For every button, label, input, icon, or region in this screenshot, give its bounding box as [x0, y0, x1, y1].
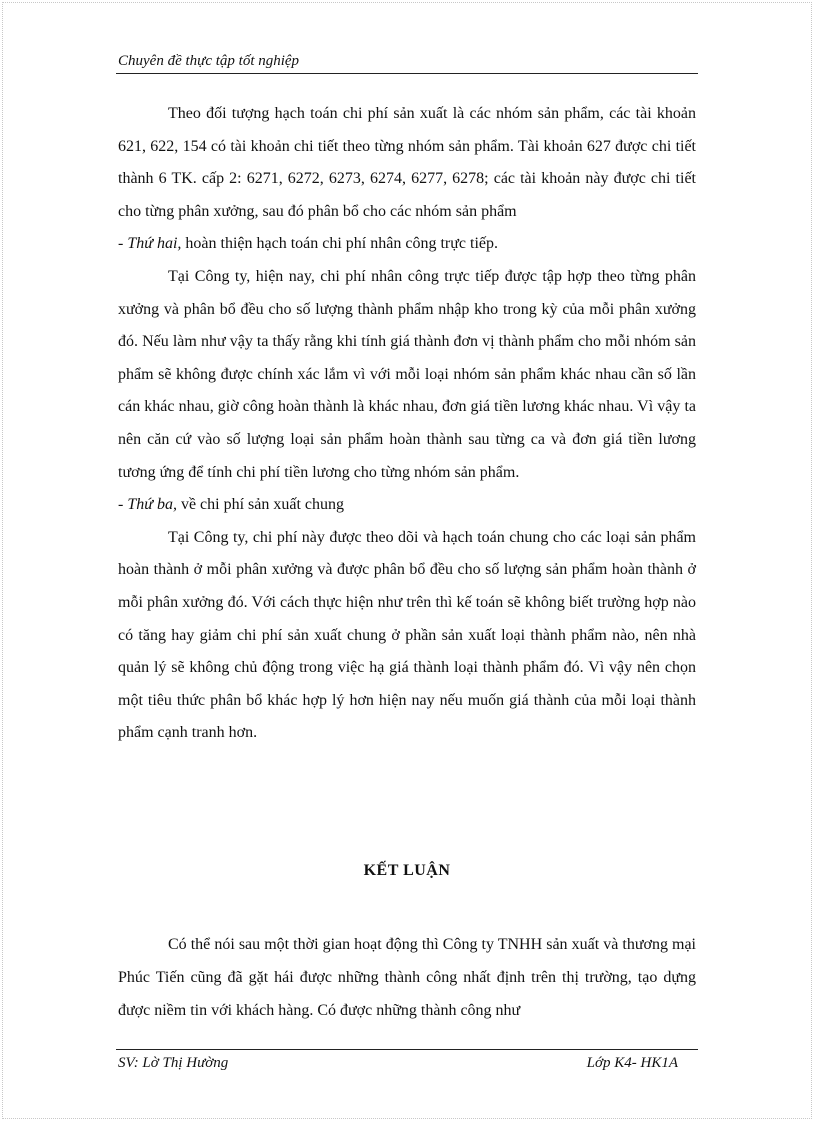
- paragraph-direct-labor: Tại Công ty, hiện nay, chi phí nhân công trực tiếp được tập hợp theo từng phân xưởng và phân bổ đều cho số lượng thành phẩm nhập kho trong kỳ của mỗi phân xưởng đó. Nếu làm như vậy ta thấy rằng khi tính giá thành đơn vị thành phẩm cho mỗi nhóm sản phẩm sẽ không được chính xác lắm vì với mỗi loại nhóm sản phẩm khác nhau cần số lần cán khác nhau, giờ công hoàn thành là khác nhau, đơn giá tiền lương khác nhau. Vì vậy ta nên căn cứ vào số lượng loại sản phẩm hoàn thành sau từng ca và đơn giá tiền lương tương ứng để tính chi phí tiền lương cho từng nhóm sản phẩm.: [118, 267, 696, 481]
- paragraph-cost-objects: Theo đối tượng hạch toán chi phí sản xuất là các nhóm sản phẩm, các tài khoản 621, 622, 154 có tài khoản chi tiết theo từng nhóm sản phẩm. Tài khoản 627 được chi tiết thành 6 TK. cấp 2: 6271, 6272, 6273, 6274, 6277, 6278; các tài khoản này được chi tiết cho từng phân xưởng, sau đó phân bổ cho các nhóm sản phẩm: [118, 105, 696, 220]
- page-header: Chuyên đề thực tập tốt nghiệp: [118, 53, 300, 69]
- footer-class: Lớp K4- HK1A: [586, 1055, 678, 1071]
- point-second-dash: -: [118, 235, 128, 253]
- conclusion-title: KẾT LUẬN: [363, 862, 451, 879]
- main-text: [118, 98, 696, 750]
- point-second-text: hoàn thiện hạch toán chi phí nhân công trực tiếp.: [181, 235, 498, 253]
- point-second-label: Thứ hai,: [127, 235, 182, 253]
- footer-divider: [116, 1049, 698, 1050]
- point-second: [118, 228, 696, 261]
- point-third-text: về chi phí sản xuất chung: [176, 496, 345, 514]
- point-third: [118, 489, 696, 522]
- conclusion-paragraph: Có thể nói sau một thời gian hoạt động thì Công ty TNHH sản xuất và thương mại Phúc Tiến cũng đã gặt hái được những thành công nhất định trên thị trường, tạo dựng được niềm tin với khách hàng. Có được những thành công như: [118, 936, 696, 1019]
- point-third-dash: -: [118, 496, 128, 514]
- header-divider: [116, 73, 698, 74]
- conclusion-text: [118, 928, 696, 1027]
- paragraph-overhead: Tại Công ty, chi phí này được theo dõi và hạch toán chung cho các loại sản phẩm hoàn thành ở mỗi phân xưởng và được phân bổ đều cho số lượng sản phẩm hoàn thành ở mỗi phân xưởng đó. Với cách thực hiện như trên thì kế toán sẽ không biết trường hợp nào có tăng hay giảm chi phí sản xuất chung ở phần sản xuất loại thành phẩm nào, nên nhà quản lý sẽ không chủ động trong việc hạ giá thành loại thành phẩm đó. Vì vậy nên chọn một tiêu thức phân bổ khác hợp lý hơn hiện nay nếu muốn giá thành của mỗi loại thành phẩm cạnh tranh hơn.: [118, 528, 696, 742]
- footer-student: SV: Lờ Thị Hường: [118, 1055, 229, 1071]
- point-third-label: Thứ ba,: [127, 496, 177, 514]
